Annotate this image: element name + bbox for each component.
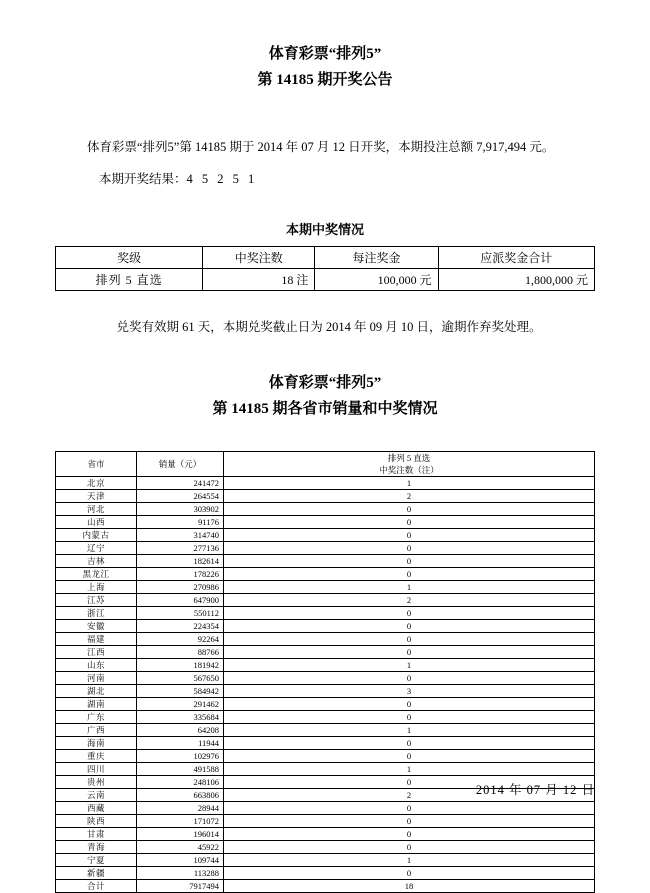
province-name: 广东: [56, 711, 137, 724]
table-row: [56, 737, 595, 750]
province-col-name: 省市: [56, 452, 137, 477]
province-table: [55, 451, 595, 893]
province-name: 山东: [56, 659, 137, 672]
province-sales: 11944: [137, 737, 224, 750]
province-name: 河北: [56, 503, 137, 516]
prize-total: 1,800,000 元: [438, 269, 594, 291]
province-title-line2: 第 14185 期各省市销量和中奖情况: [212, 401, 438, 417]
province-win-count: 0: [224, 776, 595, 789]
prize-count: 18 注: [203, 269, 315, 291]
prize-col-total: 应派奖金合计: [438, 247, 594, 269]
province-sales: 314740: [137, 529, 224, 542]
province-sales: 91176: [137, 516, 224, 529]
table-row: [56, 581, 595, 594]
province-win-count: 0: [224, 620, 595, 633]
province-name: 浙江: [56, 607, 137, 620]
province-name: 北京: [56, 477, 137, 490]
province-sales: 567650: [137, 672, 224, 685]
province-sales: 178226: [137, 568, 224, 581]
province-name: 云南: [56, 789, 137, 802]
table-row: [56, 594, 595, 607]
table-row: [56, 659, 595, 672]
province-sales: 109744: [137, 854, 224, 867]
table-row: [56, 503, 595, 516]
province-name: 安徽: [56, 620, 137, 633]
table-row: [56, 724, 595, 737]
prize-per: 100,000 元: [315, 269, 438, 291]
province-sales: 88766: [137, 646, 224, 659]
validity-paragraph: 兑奖有效期 61 天，本期兑奖截止日为 2014 年 09 月 10 日，逾期作弃奖处理。: [116, 320, 542, 334]
province-sales: 64208: [137, 724, 224, 737]
table-row: [56, 269, 595, 291]
province-name: 上海: [56, 581, 137, 594]
province-name: 甘肃: [56, 828, 137, 841]
province-win-count: 2: [224, 490, 595, 503]
province-name: 海南: [56, 737, 137, 750]
province-name: 黑龙江: [56, 568, 137, 581]
province-win-count: 0: [224, 516, 595, 529]
table-row: [56, 542, 595, 555]
province-name: 重庆: [56, 750, 137, 763]
province-section-title: [55, 371, 595, 421]
prize-col-level: 奖级: [56, 247, 203, 269]
province-sales: 196014: [137, 828, 224, 841]
table-row: [56, 828, 595, 841]
province-name: 江西: [56, 646, 137, 659]
province-name: 广西: [56, 724, 137, 737]
table-row: [56, 880, 595, 893]
province-win-count: 0: [224, 737, 595, 750]
table-row: [56, 516, 595, 529]
province-name: 新疆: [56, 867, 137, 880]
table-row: [56, 854, 595, 867]
prize-col-count: 中奖注数: [203, 247, 315, 269]
province-win-count: 1: [224, 854, 595, 867]
province-sales: 102976: [137, 750, 224, 763]
province-col-sales: 销量（元）: [137, 452, 224, 477]
province-win-count: 3: [224, 685, 595, 698]
province-win-count: 0: [224, 607, 595, 620]
province-sales: 28944: [137, 802, 224, 815]
province-win-count: 0: [224, 555, 595, 568]
table-row: [56, 633, 595, 646]
table-row: [56, 568, 595, 581]
province-win-count: 1: [224, 477, 595, 490]
province-win-count: 0: [224, 828, 595, 841]
province-sales: 291462: [137, 698, 224, 711]
province-sales: 335684: [137, 711, 224, 724]
province-name: 合计: [56, 880, 137, 893]
draw-result-line: [55, 169, 595, 189]
province-win-count: 18: [224, 880, 595, 893]
prize-col-per: 每注奖金: [315, 247, 438, 269]
province-name: 贵州: [56, 776, 137, 789]
province-col-wins-line1: 排列 5 直选: [387, 453, 431, 463]
province-name: 天津: [56, 490, 137, 503]
province-win-count: 0: [224, 802, 595, 815]
province-sales: 491588: [137, 763, 224, 776]
province-sales: 7917494: [137, 880, 224, 893]
province-title-line1: 体育彩票“排列5”: [268, 375, 382, 391]
table-row: [56, 607, 595, 620]
province-name: 内蒙古: [56, 529, 137, 542]
province-sales: 647900: [137, 594, 224, 607]
province-name: 湖南: [56, 698, 137, 711]
table-header-row: [56, 247, 595, 269]
table-header-row: [56, 452, 595, 477]
draw-result-digits: 4 5 2 5 1: [186, 172, 258, 186]
province-win-count: 0: [224, 867, 595, 880]
province-win-count: 0: [224, 711, 595, 724]
province-name: 吉林: [56, 555, 137, 568]
province-win-count: 1: [224, 659, 595, 672]
table-row: [56, 477, 595, 490]
province-win-count: 0: [224, 750, 595, 763]
province-win-count: 2: [224, 594, 595, 607]
province-win-count: 1: [224, 581, 595, 594]
province-name: 西藏: [56, 802, 137, 815]
province-win-count: 0: [224, 672, 595, 685]
province-sales: 303902: [137, 503, 224, 516]
draw-result-label: 本期开奖结果：: [99, 172, 187, 186]
province-name: 四川: [56, 763, 137, 776]
page-title: [55, 0, 595, 92]
province-sales: 248106: [137, 776, 224, 789]
table-row: [56, 555, 595, 568]
province-name: 辽宁: [56, 542, 137, 555]
province-win-count: 2: [224, 789, 595, 802]
province-win-count: 0: [224, 646, 595, 659]
province-win-count: 1: [224, 763, 595, 776]
table-row: [56, 529, 595, 542]
province-sales: 241472: [137, 477, 224, 490]
table-row: [56, 867, 595, 880]
province-name: 青海: [56, 841, 137, 854]
table-row: [56, 763, 595, 776]
province-sales: 92264: [137, 633, 224, 646]
prize-table: [55, 246, 595, 291]
page-title-line2: 第 14185 期开奖公告: [257, 72, 393, 88]
page-title-line1: 体育彩票“排列5”: [268, 46, 382, 62]
province-name: 陕西: [56, 815, 137, 828]
table-row: [56, 672, 595, 685]
province-sales: 264554: [137, 490, 224, 503]
prize-level: 排列 5 直选: [56, 269, 203, 291]
province-name: 山西: [56, 516, 137, 529]
province-name: 江苏: [56, 594, 137, 607]
province-sales: 550112: [137, 607, 224, 620]
table-row: [56, 685, 595, 698]
table-row: [56, 490, 595, 503]
province-sales: 45922: [137, 841, 224, 854]
province-sales: 182614: [137, 555, 224, 568]
province-sales: 224354: [137, 620, 224, 633]
province-win-count: 0: [224, 841, 595, 854]
province-win-count: 0: [224, 815, 595, 828]
province-win-count: 0: [224, 529, 595, 542]
province-col-wins: [224, 452, 595, 477]
province-name: 宁夏: [56, 854, 137, 867]
province-sales: 113288: [137, 867, 224, 880]
table-row: [56, 620, 595, 633]
province-win-count: 0: [224, 503, 595, 516]
table-row: [56, 815, 595, 828]
province-name: 河南: [56, 672, 137, 685]
table-row: [56, 711, 595, 724]
province-name: 湖北: [56, 685, 137, 698]
intro-paragraph: 体育彩票“排列5”第 14185 期于 2014 年 07 月 12 日开奖，本期投注总额 7,917,494 元。: [87, 140, 555, 154]
province-sales: 171072: [137, 815, 224, 828]
province-sales: 181942: [137, 659, 224, 672]
province-name: 福建: [56, 633, 137, 646]
prize-section-title: 本期中奖情况: [285, 222, 364, 237]
table-row: [56, 698, 595, 711]
province-win-count: 1: [224, 724, 595, 737]
province-sales: 584942: [137, 685, 224, 698]
province-col-wins-line2: 中奖注数（注）: [379, 465, 439, 475]
footer-date: 2014 年 07 月 12 日: [475, 783, 595, 797]
province-sales: 277136: [137, 542, 224, 555]
table-row: [56, 841, 595, 854]
province-win-count: 0: [224, 633, 595, 646]
table-row: [56, 750, 595, 763]
table-row: [56, 646, 595, 659]
table-row: [56, 802, 595, 815]
province-win-count: 0: [224, 698, 595, 711]
province-win-count: 0: [224, 568, 595, 581]
province-sales: 270986: [137, 581, 224, 594]
province-sales: 663806: [137, 789, 224, 802]
province-win-count: 0: [224, 542, 595, 555]
